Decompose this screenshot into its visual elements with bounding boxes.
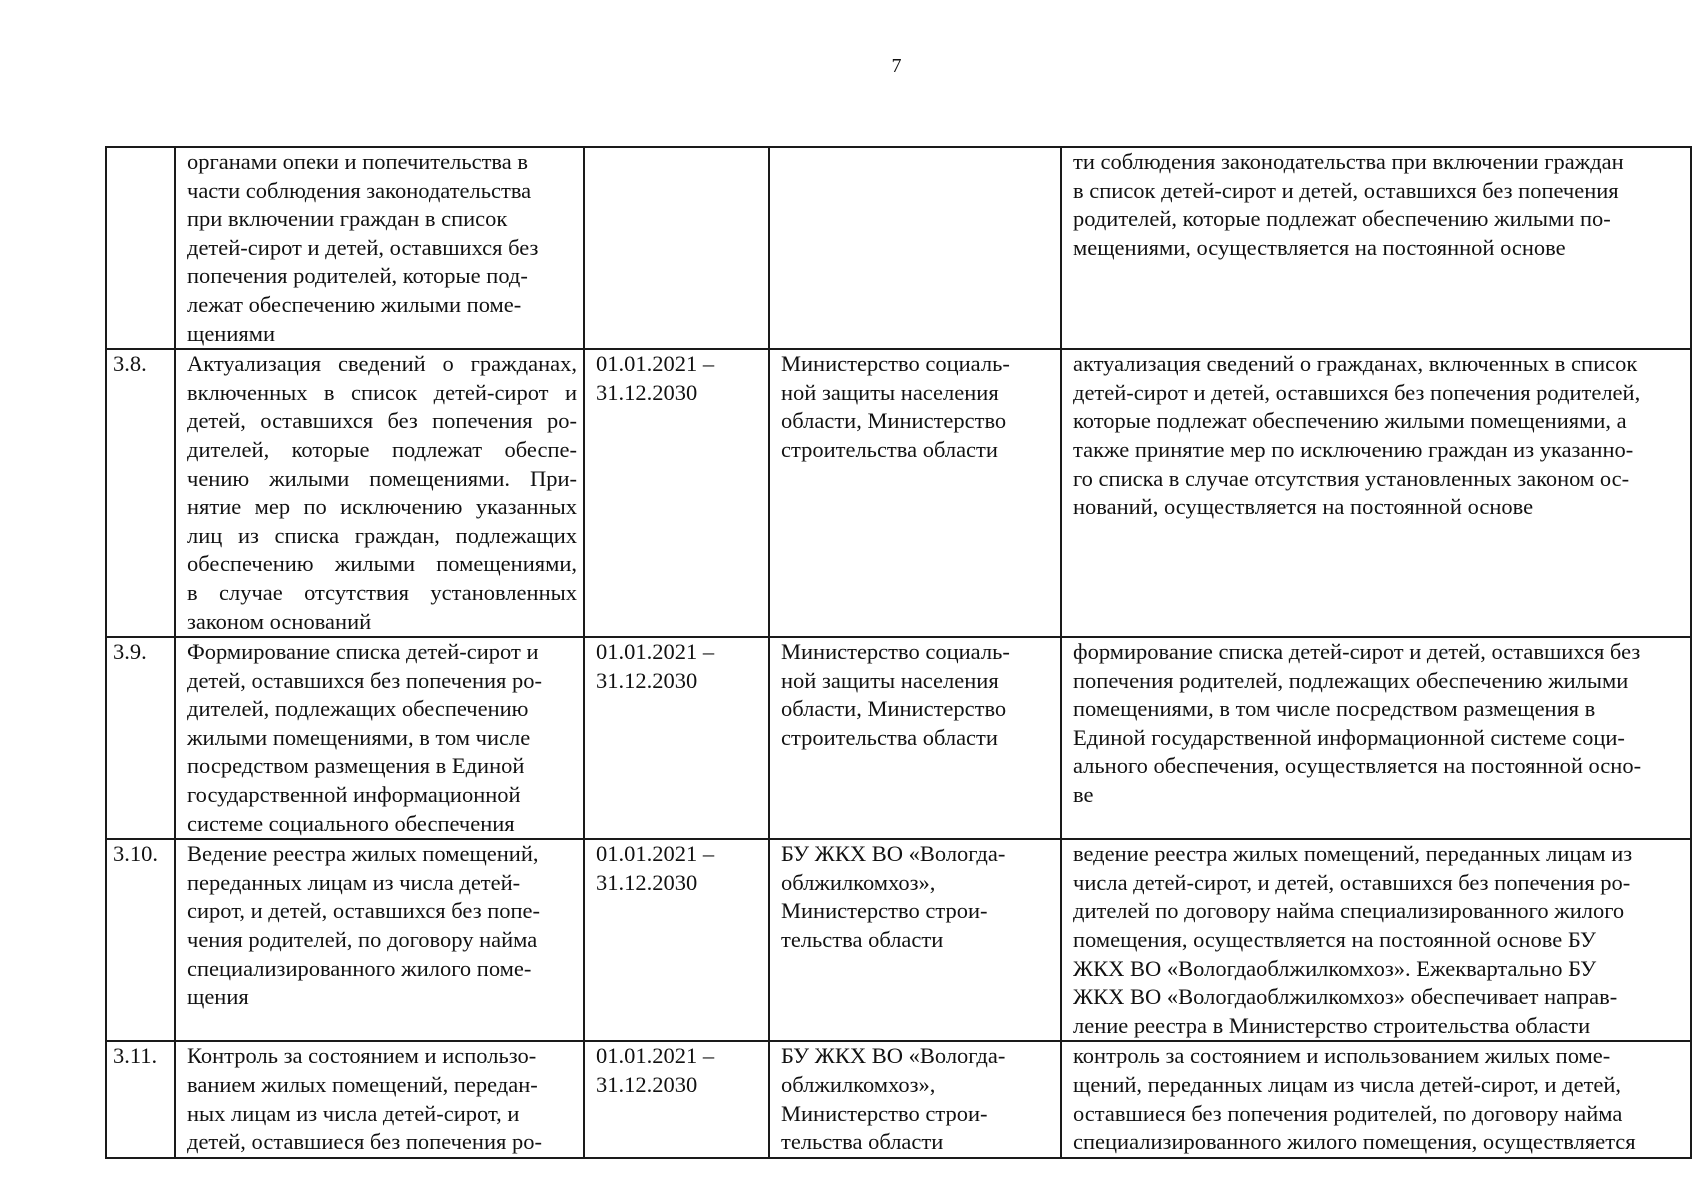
result-line: ведение реестра жилых помещений, переданных лицам из — [1073, 841, 1633, 867]
result-cell — [1061, 1041, 1691, 1157]
period-start: 01.01.2021 – — [596, 351, 715, 377]
result-line: ве — [1073, 782, 1094, 808]
activity-line: лежат обеспечению жилыми поме- — [187, 291, 522, 317]
period-start: 01.01.2021 – — [596, 841, 715, 867]
result-line: ление реестра в Министерство строительства области — [1073, 1012, 1591, 1038]
result-line: помещениями, в том числе посредством размещения в — [1073, 696, 1596, 722]
result-line: щений, переданных лицам из числа детей-сирот, и детей, — [1073, 1072, 1622, 1097]
activity-line: в случае отсутствия установленных — [187, 579, 577, 605]
activity-line: части соблюдения законодательства — [187, 177, 532, 203]
result-line: ального обеспечения, осуществляется на постоянной осно- — [1073, 753, 1642, 779]
table-row — [106, 637, 1691, 839]
row-number-cell — [106, 637, 175, 839]
activity-cell — [175, 147, 584, 349]
activity-line: законом оснований — [187, 608, 372, 634]
row-number-cell — [106, 349, 175, 637]
responsible-line: Министерство социаль- — [781, 639, 1010, 665]
responsible-line: строительства области — [781, 436, 998, 462]
activity-line: чению жилыми помещениями. При- — [187, 465, 577, 491]
activity-line: детей, оставшихся без попечения ро- — [187, 667, 543, 693]
row-number: 3.8. — [113, 351, 147, 377]
result-line: ЖКХ ВО «Вологдаоблжилкомхоз». Ежеквартально БУ — [1073, 955, 1597, 981]
activity-line: переданных лицам из числа детей- — [187, 869, 521, 895]
result-line: числа детей-сирот, и детей, оставшихся без попечения ро- — [1073, 869, 1631, 895]
result-line: мещениями, осуществляется на постоянной основе — [1073, 234, 1566, 260]
period-end: 31.12.2030 — [596, 379, 698, 405]
activity-line: Контроль за состоянием и использо- — [187, 1043, 537, 1069]
activity-line: ных лицам из числа детей-сирот, и — [187, 1100, 520, 1126]
table-row — [106, 147, 1691, 349]
activity-line: щения — [187, 984, 249, 1010]
activity-line: лиц из списка граждан, подлежащих — [187, 522, 577, 548]
responsible-line: ной защиты населения — [781, 379, 999, 405]
responsible-line: облжилкомхоз», — [781, 869, 936, 895]
period-start: 01.01.2021 – — [596, 1043, 715, 1069]
responsible-line: тельства области — [781, 1129, 944, 1155]
responsible-line: Министерство строи- — [781, 898, 988, 924]
row-number-cell — [106, 1041, 175, 1157]
result-line: ти соблюдения законодательства при включении граждан — [1073, 149, 1624, 174]
responsible-line: БУ ЖКХ ВО «Вологда- — [781, 1043, 1006, 1069]
activity-line: детей-сирот и детей, оставшихся без — [187, 234, 539, 260]
activity-cell — [175, 349, 584, 637]
activity-line: детей, оставшиеся без попечения ро- — [187, 1129, 542, 1155]
activity-line: при включении граждан в список — [187, 206, 508, 232]
result-line: ЖКХ ВО «Вологдаоблжилкомхоз» обеспечивает направ- — [1073, 984, 1618, 1010]
result-cell — [1061, 147, 1691, 349]
activity-line: обеспечению жилыми помещениями, — [187, 551, 577, 577]
responsible-cell — [769, 147, 1061, 349]
activity-line: включенных в список детей-сирот и — [187, 379, 577, 405]
responsible-line: облжилкомхоз», — [781, 1072, 936, 1097]
page-number: 7 — [891, 55, 902, 77]
result-line: Единой государственной информационной системе соци- — [1073, 724, 1625, 750]
result-line: помещения, осуществляется на постоянной основе БУ — [1073, 927, 1596, 953]
measures-table — [105, 146, 1692, 1159]
result-line: нований, осуществляется на постоянной основе — [1073, 494, 1534, 520]
activity-cell — [175, 637, 584, 839]
row-number: 3.11. — [113, 1043, 158, 1069]
responsible-cell — [769, 349, 1061, 637]
responsible-line: области, Министерство — [781, 408, 1007, 434]
result-line: в список детей-сирот и детей, оставшихся без попечения — [1073, 177, 1619, 203]
activity-line: ванием жилых помещений, передан- — [187, 1072, 538, 1097]
row-number-cell — [106, 147, 175, 349]
activity-line: сирот, и детей, оставшихся без попе- — [187, 898, 541, 924]
result-line: формирование списка детей-сирот и детей, оставшихся без — [1073, 639, 1641, 665]
activity-line: посредством размещения в Единой — [187, 753, 525, 779]
period-cell — [584, 349, 769, 637]
activity-line: системе социального обеспечения — [187, 810, 515, 836]
activity-line: специализированного жилого поме- — [187, 955, 532, 981]
responsible-line: области, Министерство — [781, 696, 1007, 722]
activity-line: чения родителей, по договору найма — [187, 927, 538, 953]
result-line: актуализация сведений о гражданах, включенных в список — [1073, 351, 1638, 377]
row-number-cell — [106, 839, 175, 1041]
table-row — [106, 349, 1691, 637]
activity-line: органами опеки и попечительства в — [187, 149, 528, 174]
row-number: 3.9. — [113, 639, 147, 665]
result-line: оставшиеся без попечения родителей, по договору найма — [1073, 1100, 1623, 1126]
activity-line: попечения родителей, которые под- — [187, 263, 528, 289]
result-cell — [1061, 839, 1691, 1041]
responsible-cell — [769, 637, 1061, 839]
responsible-line: Министерство строи- — [781, 1100, 988, 1126]
activity-cell — [175, 1041, 584, 1157]
responsible-line: тельства области — [781, 927, 944, 953]
activity-line: Актуализация сведений о гражданах, — [187, 351, 577, 377]
result-line: дителей по договору найма специализированного жилого — [1073, 898, 1625, 924]
table-row — [106, 839, 1691, 1041]
period-start: 01.01.2021 – — [596, 639, 715, 665]
period-cell — [584, 637, 769, 839]
result-line: попечения родителей, подлежащих обеспечению жилыми — [1073, 667, 1629, 693]
activity-cell — [175, 839, 584, 1041]
activity-line: Ведение реестра жилых помещений, — [187, 841, 539, 867]
activity-line: Формирование списка детей-сирот и — [187, 639, 539, 665]
result-line: также принятие мер по исключению граждан из указанно- — [1073, 436, 1634, 462]
activity-line: дителей, подлежащих обеспечению — [187, 696, 529, 722]
result-line: которые подлежат обеспечению жилыми помещениями, а — [1073, 408, 1627, 434]
period-end: 31.12.2030 — [596, 667, 698, 693]
period-cell — [584, 839, 769, 1041]
activity-line: нятие мер по исключению указанных — [187, 494, 577, 520]
result-line: го списка в случае отсутствия установленных законом ос- — [1073, 465, 1630, 491]
row-number: 3.10. — [113, 841, 158, 867]
activity-line: государственной информационной — [187, 782, 521, 808]
responsible-line: ной защиты населения — [781, 667, 999, 693]
result-cell — [1061, 349, 1691, 637]
result-cell — [1061, 637, 1691, 839]
result-line: родителей, которые подлежат обеспечению жилыми по- — [1073, 206, 1611, 232]
activity-line: детей, оставшихся без попечения ро- — [187, 408, 577, 434]
result-line: контроль за состоянием и использованием жилых поме- — [1073, 1043, 1611, 1069]
responsible-cell — [769, 839, 1061, 1041]
responsible-cell — [769, 1041, 1061, 1157]
period-cell — [584, 1041, 769, 1157]
result-line: специализированного жилого помещения, осуществляется — [1073, 1129, 1636, 1155]
result-line: детей-сирот и детей, оставшихся без попечения родителей, — [1073, 379, 1641, 405]
table-row — [106, 1041, 1691, 1157]
activity-line: дителей, которые подлежат обеспе- — [187, 436, 577, 462]
responsible-line: строительства области — [781, 724, 998, 750]
period-cell — [584, 147, 769, 349]
activity-line: щениями — [187, 320, 276, 346]
responsible-line: БУ ЖКХ ВО «Вологда- — [781, 841, 1006, 867]
activity-line: жилыми помещениями, в том числе — [187, 724, 531, 750]
period-end: 31.12.2030 — [596, 1072, 698, 1097]
period-end: 31.12.2030 — [596, 869, 698, 895]
responsible-line: Министерство социаль- — [781, 351, 1010, 377]
